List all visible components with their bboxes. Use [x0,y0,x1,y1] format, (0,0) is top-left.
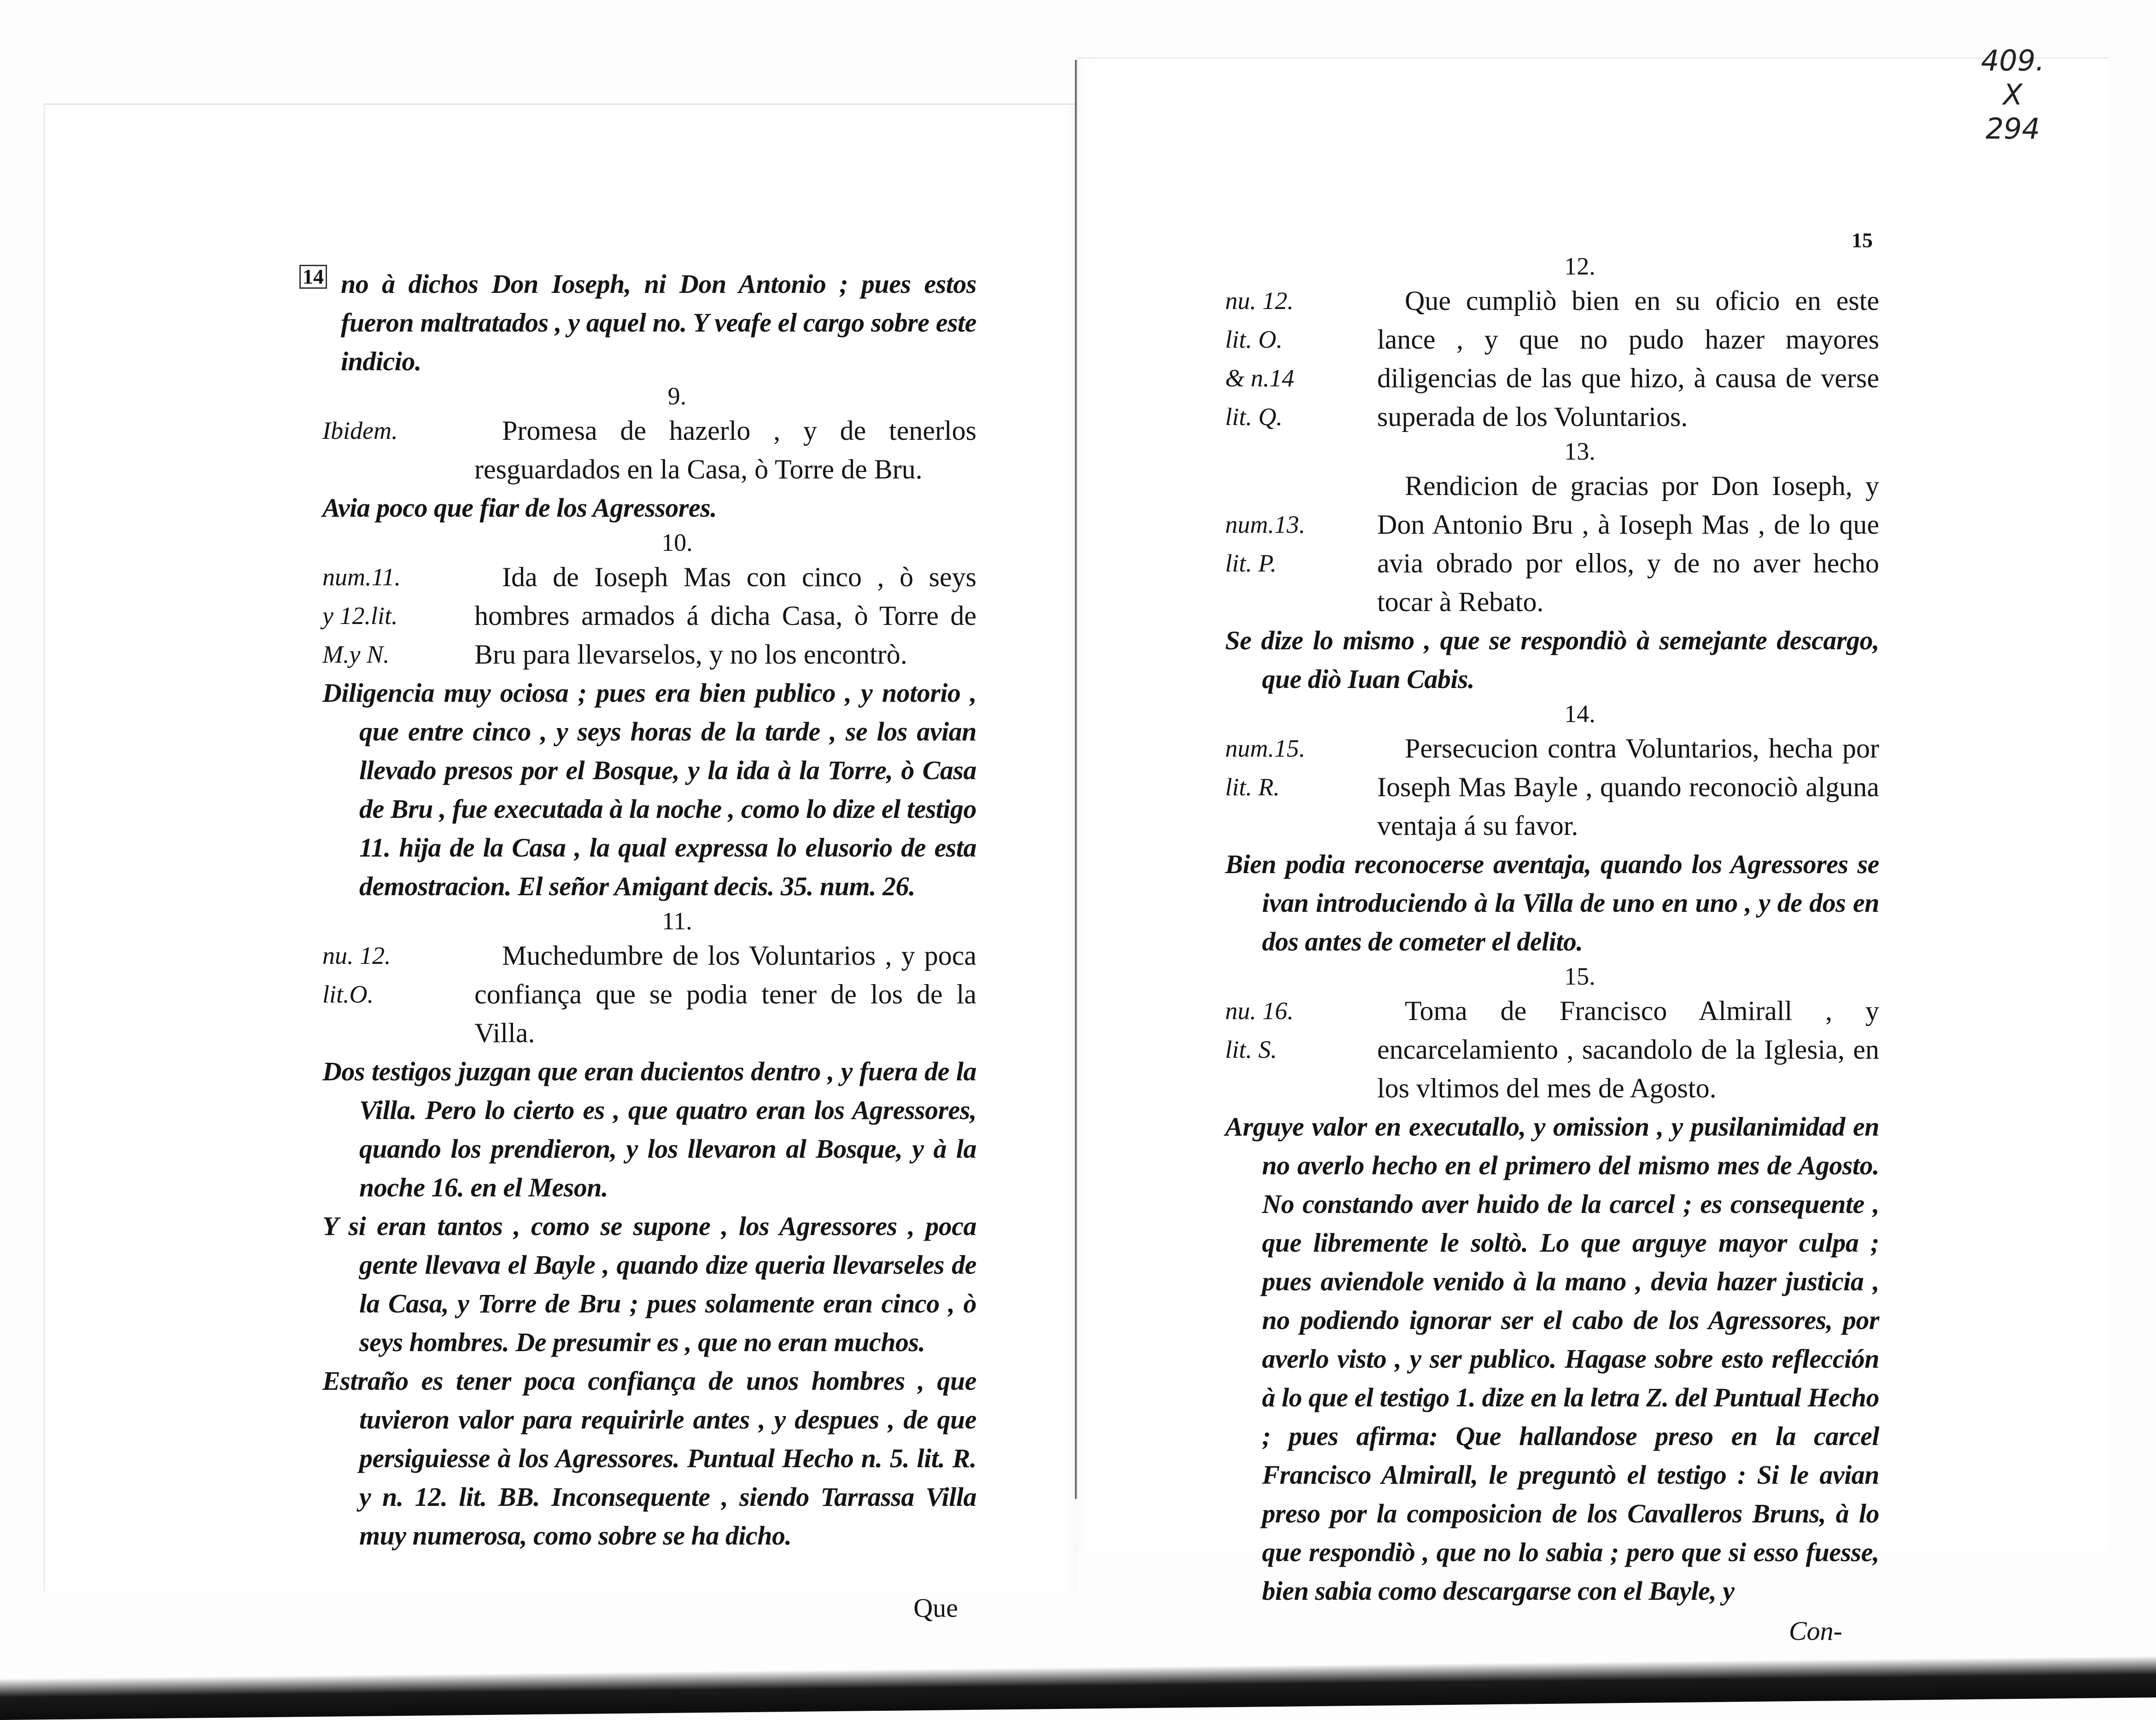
margin-note [1225,991,1377,1108]
margin-note [1225,281,1377,436]
section-10 [322,527,976,906]
section-11 [322,906,976,1555]
annotation-line: 294 [1985,112,2040,146]
margin-ref: lit. O. [1225,326,1283,353]
margin-ref: nu. 12. [1225,287,1294,315]
section-gloss: Estraño es tener poca confiança de unos hombres , que tuvieron valor para requirirle antes , y despues , de que persiguiesse à los Agressores. Puntual Hecho n. 5. lit. R. y n. 12. lit. BB. Inconsequente , siendo Tarrassa Villa muy numerosa, como sobre se ha dicho. [322,1366,976,1551]
margin-ref [1225,466,1377,505]
section-text: Promesa de hazerlo , y de tenerlos resguardados en la Casa, ò Torre de Bru. [474,415,976,484]
section-15 [1225,961,1879,1610]
margin-ref: lit. R. [1225,773,1280,801]
section-text: Toma de Francisco Almirall , y encarcelamiento , sacandolo de la Iglesia, en los vltimos del mes de Agosto. [1377,996,1879,1103]
section-entry [1225,466,1879,621]
margin-note [1225,466,1377,621]
section-number: 15. [1564,962,1595,990]
opening-gloss: no à dichos Don Ioseph, ni Don Antonio ; pues estos fueron maltratados , y aquel no. Y veafe el cargo sobre este indicio. [341,269,976,376]
section-text: Que cumpliò bien en su oficio en este lance , y que no pudo hazer mayores diligencias de las que hizo, à causa de verse superada de los Voluntarios. [1377,286,1879,432]
section-entry [322,936,976,1052]
section-gloss: Avia poco que fiar de los Agressores. [322,493,717,523]
section-entry [1225,281,1879,436]
margin-ref: y 12.lit. [322,602,398,630]
margin-ref: & n.14 [1225,364,1295,392]
page-number-right: 15 [1852,228,1873,252]
margin-ref: Ibidem. [322,417,398,444]
left-page-text [322,265,976,1629]
book-gutter [1075,60,1077,1499]
annotation-line: X [2003,78,2023,111]
section-text: Muchedumbre de los Voluntarios , y poca confiança que se podia tener de los de la Villa. [474,940,976,1048]
margin-note [1225,729,1377,845]
section-gloss: Dos testigos juzgan que eran ducientos dentro , y fuera de la Villa. Pero lo cierto es , que quatro eran los Agressores, quando los prendieron, y los llevaron al Bosque, y à la noche 16. en el Meson. [322,1056,976,1202]
section-12 [1225,251,1879,436]
margin-ref: M.y N. [322,641,390,668]
section-gloss: Bien podia reconocerse aventaja, quando los Agressores se ivan introduciendo à la Villa de uno en uno , y de dos en dos antes de cometer el delito. [1225,849,1879,956]
margin-note [322,558,474,674]
handwritten-annotation [1981,44,2045,146]
scanner-background [0,1656,2156,1720]
margin-note [322,936,474,1052]
section-number: 10. [661,529,693,556]
margin-ref: num.13. [1225,511,1305,538]
margin-ref: lit. S. [1225,1036,1277,1063]
section-number: 14. [1564,700,1595,728]
section-text: Persecucion contra Voluntarios, hecha por Ioseph Mas Bayle , quando reconociò alguna ventaja á su favor. [1377,733,1879,841]
margin-ref: lit.O. [322,980,374,1008]
margin-ref: lit. P. [1225,549,1277,577]
annotation-line: 409. [1981,44,2045,77]
section-entry [322,411,976,489]
margin-ref: num.15. [1225,735,1305,762]
section-number: 13. [1564,437,1595,465]
catchword: Con- [1789,1616,1842,1646]
section-text: Rendicion de gracias por Don Ioseph, y Don Antonio Bru , à Ioseph Mas , de lo que avia obrado por ellos, y de no aver hecho tocar à Rebato. [1377,471,1879,617]
section-gloss: Se dize lo mismo , que se respondiò à semejante descargo, que diò Iuan Cabis. [1225,625,1879,694]
section-number: 12. [1564,252,1595,280]
section-gloss: Diligencia muy ociosa ; pues era bien publico , y notorio , que entre cinco , y seys horas de la tarde , se los avian llevado presos por el Bosque, y la ida à la Torre, ò Casa de Bru , fue executada à la noche , como lo dize el testigo 11. hija de la Casa , la qual expressa lo elusorio de esta demostracion. El señor Amigant decis. 35. num. 26. [322,678,976,901]
section-text: Ida de Ioseph Mas con cinco , ò seys hombres armados á dicha Casa, ò Torre de Bru para llevarselos, y no los encontrò. [474,562,976,670]
page-number-left: 14 [299,265,327,289]
margin-ref: lit. Q. [1225,403,1283,431]
section-13 [1225,436,1879,699]
section-entry [1225,991,1879,1108]
margin-ref: nu. 16. [1225,997,1294,1025]
section-number: 9. [667,382,687,410]
margin-ref: num.11. [322,563,401,591]
section-entry [1225,729,1879,845]
catchword: Que [913,1593,958,1623]
section-entry [322,558,976,674]
section-gloss: Y si eran tantos , como se supone , los Agressores , poca gente llevava el Bayle , quando dize queria llevarseles de la Casa, y Torre de Bru ; pues solamente eran cinco , ò seys hombres. De presumir es , que no eran muchos. [322,1211,976,1357]
section-9 [322,381,976,527]
section-14 [1225,699,1879,961]
section-number: 11. [662,907,692,935]
margin-note [322,411,474,489]
right-page-text [1225,251,1879,1652]
section-gloss: Arguye valor en executallo, y omission , y pusilanimidad en no averlo hecho en el primero del mismo mes de Agosto. No constando aver huido de la carcel ; es consequente , que libremente le soltò. Lo que arguye mayor culpa ; pues aviendole venido à la mano , devia hazer justicia , no podiendo ignorar ser el cabo de los Agressores, por averlo visto , y ser publico. Hagase sobre esto reflección à lo que el testigo 1. dize en la letra Z. del Puntual Hecho ; pues afirma: Que hallandose preso en la carcel Francisco Almirall, le preguntò el testigo : Si le avian preso por la composicion de los Cavalleros Bruns, à lo que respondiò , que no lo sabia ; pero que si esso fuesse, bien sabia como descargarse con el Bayle, y [1225,1112,1879,1606]
margin-ref: nu. 12. [322,942,391,969]
